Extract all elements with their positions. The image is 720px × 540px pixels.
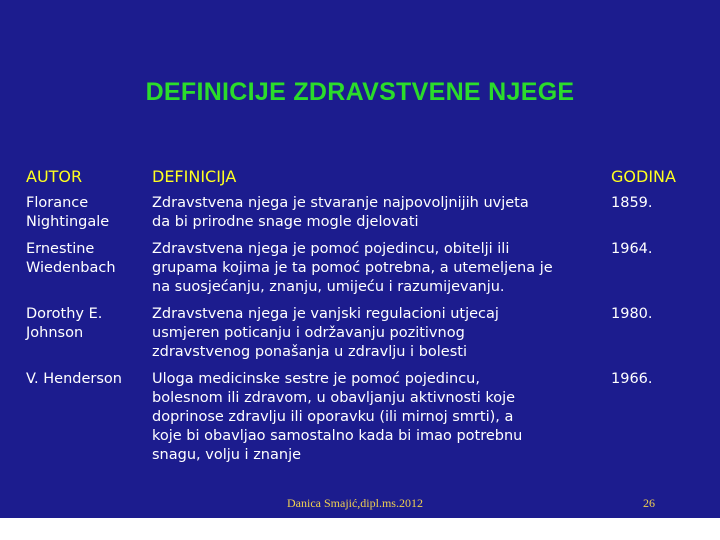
definition-line: Uloga medicinske sestre je pomoć pojedincu, bbox=[152, 371, 480, 387]
footer-author: Danica Smajić,dipl.ms.2012 bbox=[287, 496, 423, 510]
author-line: Florance bbox=[26, 195, 89, 211]
definition-line: usmjeren poticanju i održavanju pozitivnog bbox=[152, 325, 465, 341]
row-4-definition bbox=[152, 370, 607, 465]
row-2-year: 1964. bbox=[611, 241, 653, 257]
row-2-definition bbox=[152, 240, 607, 297]
definition-line: Zdravstvena njega je vanjski regulacioni utjecaj bbox=[152, 306, 499, 322]
slide-title: DEFINICIJE ZDRAVSTVENE NJEGE bbox=[145, 78, 575, 106]
header-definition: DEFINICIJA bbox=[152, 167, 237, 186]
definition-line: Zdravstvena njega je stvaranje najpovoljnijih uvjeta bbox=[152, 195, 529, 211]
author-line: Johnson bbox=[26, 325, 84, 341]
footer-page-number: 26 bbox=[643, 496, 655, 510]
row-4-author bbox=[26, 370, 144, 389]
definition-line: Zdravstvena njega je pomoć pojedincu, obitelji ili bbox=[152, 241, 510, 257]
row-3-year: 1980. bbox=[611, 306, 653, 322]
row-4-year: 1966. bbox=[611, 371, 653, 387]
row-2-author bbox=[26, 240, 144, 278]
author-line: V. Henderson bbox=[26, 371, 122, 387]
author-line: Ernestine bbox=[26, 241, 95, 257]
row-1-year: 1859. bbox=[611, 195, 653, 211]
row-3-definition bbox=[152, 305, 607, 362]
definition-line: koje bi obavljao samostalno kada bi imao potrebnu bbox=[152, 428, 523, 444]
definition-line: bolesnom ili zdravom, u obavljanju aktivnosti koje bbox=[152, 390, 516, 406]
author-line: Nightingale bbox=[26, 214, 110, 230]
definition-line: zdravstvenog ponašanja u zdravlju i bolesti bbox=[152, 344, 467, 360]
definition-line: na suosjećanju, znanju, umijeću i razumijevanju. bbox=[152, 279, 505, 295]
definition-line: snagu, volju i znanje bbox=[152, 447, 302, 463]
header-year: GODINA bbox=[611, 167, 676, 186]
definition-line: grupama kojima je ta pomoć potrebna, a utemeljena je bbox=[152, 260, 553, 276]
author-line: Dorothy E. bbox=[26, 306, 103, 322]
row-1-author bbox=[26, 194, 144, 232]
author-line: Wiedenbach bbox=[26, 260, 116, 276]
header-author: AUTOR bbox=[26, 167, 83, 186]
row-1-definition bbox=[152, 194, 607, 232]
definition-line: doprinose zdravlju ili oporavku (ili mirnoj smrti), a bbox=[152, 409, 514, 425]
row-3-author bbox=[26, 305, 144, 343]
definition-line: da bi prirodne snage mogle djelovati bbox=[152, 214, 419, 230]
